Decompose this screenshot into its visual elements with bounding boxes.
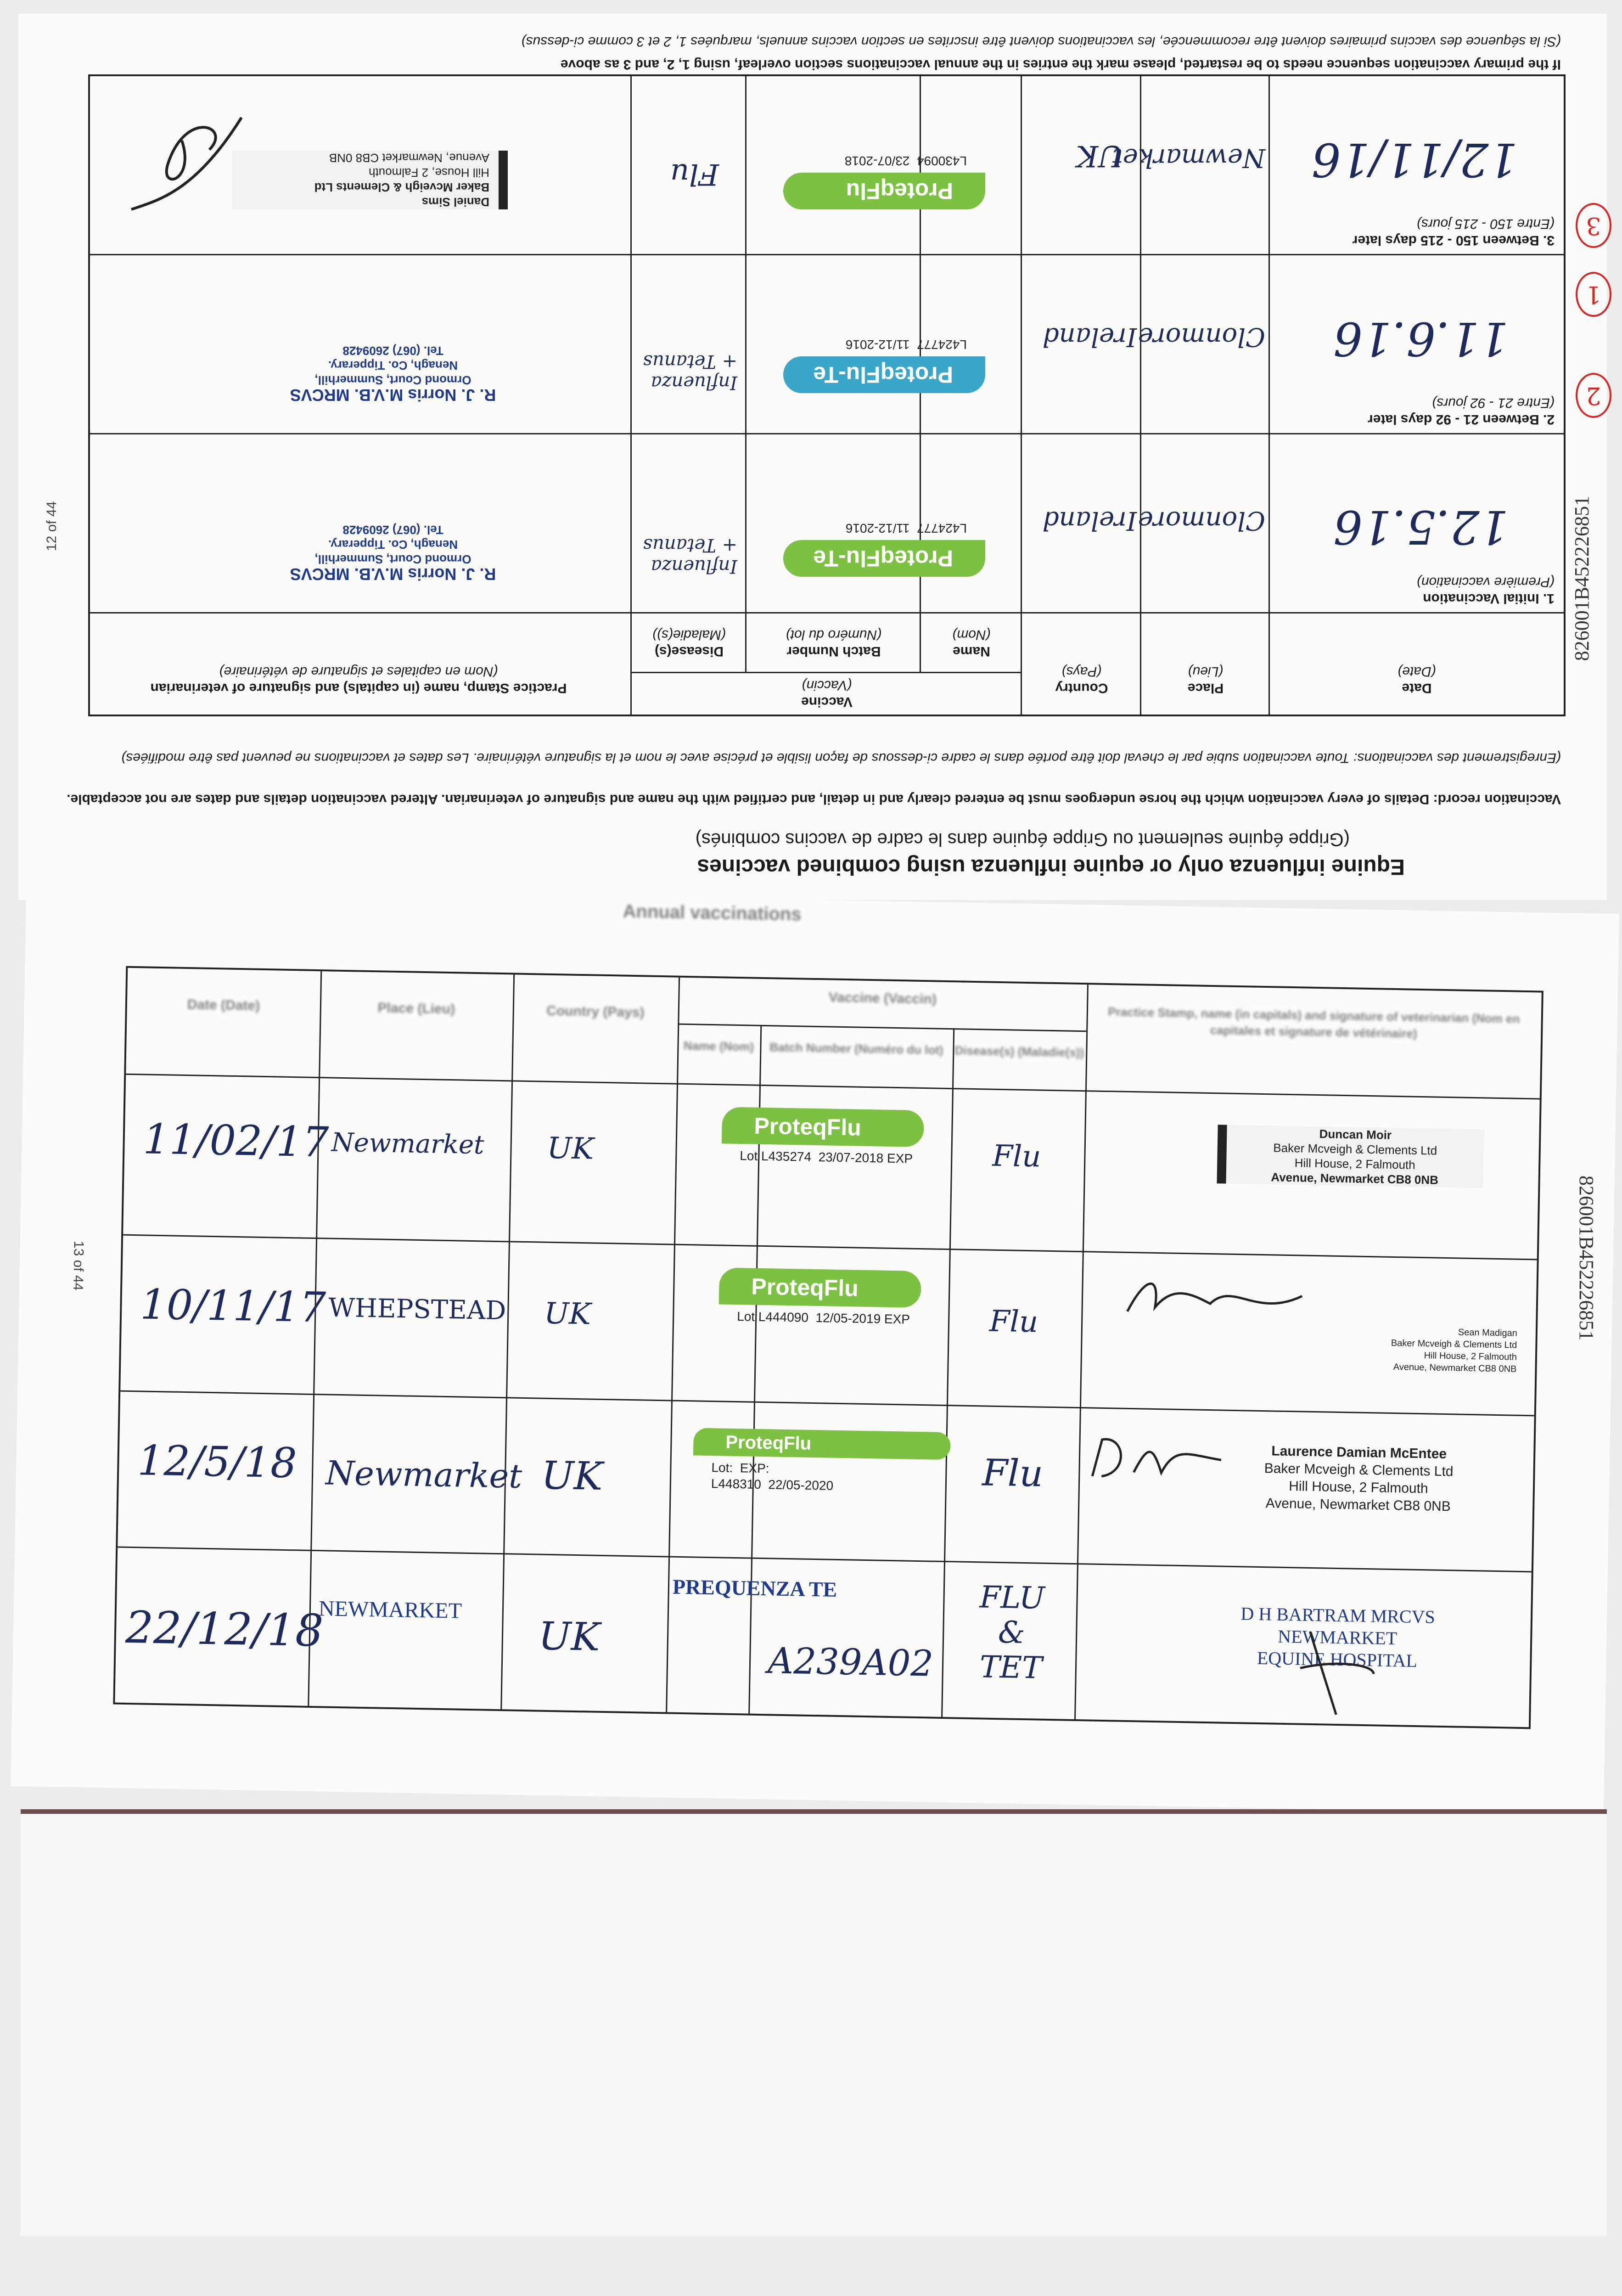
country-cell: Ireland (1042, 322, 1137, 352)
disease-cell: Flu (989, 1304, 1038, 1339)
blurred-header: Vaccine (Vaccin) (828, 990, 937, 1007)
place-cell: Newmarket (325, 1453, 522, 1496)
annual-vaccination-table (113, 966, 1543, 1729)
vet-stamp: R. J. Norris M.V.B. MRCVS Ormond Court, Summerhill, Nenagh, Co. Tipperary. Tel. (067) 2609428 (290, 523, 496, 584)
margin-mark: 2 (1576, 373, 1611, 418)
country-cell: UK (544, 1296, 591, 1332)
primary-vaccination-table (88, 74, 1566, 716)
record-note-en: Vaccination record: Details of every vaccination which the horse undergoes must be entered clearly and in detail, and certified with the name and signature of veterinarian. Altered vaccination details and dates are not acceptable. (67, 792, 1561, 807)
date-cell: 12.5.16 (1333, 500, 1509, 554)
disease-cell: Influenza + Tetanus (643, 351, 737, 393)
margin-mark: 3 (1576, 203, 1611, 248)
header-batch: Batch Number (Numéro du lot) (786, 627, 882, 659)
vaccine-sticker: ProteqFlu Lot L444090 12/05-2019 EXP (718, 1267, 921, 1331)
batch-cell: A239A02 (767, 1640, 934, 1685)
vet-stamp: Laurence Damian McEntee Baker Mcveigh & Clements Ltd Hill House, 2 Falmouth Avenue, Newmarket CB8 0NB (1264, 1443, 1454, 1514)
product-stamp: PREQUENZA TE (672, 1575, 837, 1601)
page-number: 13 of 44 (70, 1240, 86, 1291)
edge-code-lower: 826001B452226851 (1575, 1176, 1598, 1341)
place-stamp: NEWMARKET (318, 1596, 462, 1623)
country-cell: Ireland (1042, 506, 1137, 535)
blurred-header: Country (Pays) (546, 1003, 645, 1020)
disease-cell: Flu (992, 1139, 1042, 1174)
date-cell: 12/11/16 (1311, 133, 1518, 186)
vaccine-sticker: ProteqFlu-Te L424777 11/12-2016 (783, 333, 985, 393)
vet-signature (1281, 1613, 1384, 1725)
disease-cell: Flu (982, 1451, 1044, 1495)
page-subtitle: (Grippe équine seulement ou Grippe équine dans le cadre de vaccins combinés) (695, 829, 1350, 850)
vaccine-sticker: ProteqFlu L430094 23/07-2018 (783, 150, 985, 209)
blurred-header: Place (Lieu) (377, 1000, 455, 1017)
place-cell: Clonmore (1138, 506, 1265, 535)
blurred-header: Practice Stamp, name (in capitals) and signature of veterinarian (Nom en capitales et signature de vétérinaire) (1108, 1005, 1520, 1041)
country-cell: UK (1076, 139, 1123, 173)
disease-cell: Influenza + Tetanus (643, 535, 737, 577)
row-label-initial: 1. Initial Vaccination (Première vaccination) (1416, 574, 1555, 606)
header-country: Country (Pays) (1055, 664, 1108, 696)
disease-cell: FLU & TET (979, 1579, 1045, 1686)
blank-page-area (21, 1809, 1607, 2236)
page-12 (18, 14, 1607, 900)
page-number: 12 of 44 (44, 501, 59, 551)
disease-cell: Flu (670, 157, 719, 191)
date-cell: 22/12/18 (125, 1601, 324, 1657)
date-cell: 12/5/18 (137, 1436, 297, 1488)
page-title: Equine influenza only or equine influenza using combined vaccines (697, 855, 1405, 879)
row-label-third: 3. Between 150 - 215 days later (Entre 150 - 215 jours) (1352, 216, 1555, 248)
blurred-section-header: Annual vaccinations (623, 901, 802, 925)
date-cell: 11.6.16 (1333, 312, 1509, 366)
header-date: Date (Date) (1398, 664, 1436, 696)
country-cell: UK (538, 1613, 601, 1660)
place-cell: Newmarket (1112, 143, 1265, 173)
vet-stamp: R. J. Norris M.V.B. MRCVS Ormond Court, Summerhill, Nenagh, Co. Tipperary. Tel. (067) 2609428 (290, 344, 496, 405)
blurred-header: Name (Nom) (683, 1038, 754, 1054)
header-vaccine: Vaccine (Vaccin) (801, 678, 853, 709)
page-13 (11, 886, 1619, 1814)
vet-signature (1083, 1425, 1231, 1492)
place-cell: Clonmore (1138, 322, 1265, 352)
row-label-second: 2. Between 21 - 92 days later (Entre 21 - 92 jours) (1368, 395, 1555, 427)
vaccine-sticker: ProteqFlu Lot: EXP: L448310 22/05-2020 (693, 1428, 951, 1492)
restart-note-en: If the primary vaccination sequence needs to be restarted, please mark the entries in the annual vaccinations section overleaf, using 1, 2, and 3 as above (560, 57, 1561, 72)
header-name: Name (Nom) (952, 627, 991, 659)
country-cell: UK (541, 1452, 603, 1499)
header-place: Place (Lieu) (1187, 664, 1224, 696)
blurred-header: Disease(s) (Maladie(s)) (954, 1043, 1084, 1060)
margin-mark: 1 (1576, 272, 1611, 317)
record-note-fr: (Enregistrement des vaccinations: Toute vaccination subie par le cheval doit être portée dans le cadre ci-dessous de façon lisible et précise avec le nom et la signature vétérinaire. Les dates et vaccinations ne peuvent pas être modifiées) (121, 750, 1561, 765)
header-disease: Disease(s) (Maladie(s)) (652, 627, 726, 659)
vet-stamp: Sean Madigan Baker Mcveigh & Clements Ltd Hill House, 2 Falmouth Avenue, Newmarket CB8 0NB (1391, 1327, 1518, 1374)
place-cell: WHEPSTEAD (328, 1293, 506, 1326)
date-cell: 10/11/17 (140, 1280, 326, 1332)
vaccine-sticker: ProteqFlu-Te L424777 11/12-2016 (783, 517, 985, 577)
restart-note-fr: (Si la séquence des vaccins primaires doivent être recommencée, les vaccinations doivent être inscrites en section vaccins annuels, marquées 1, 2 et 3 comme ci-dessus) (521, 34, 1561, 49)
vaccine-sticker: ProteqFlu Lot L435274 23/07-2018 EXP (721, 1107, 924, 1170)
vet-stamp: Duncan Moir Baker Mcveigh & Clements Ltd Hill House, 2 Falmouth Avenue, Newmarket CB8 0NB (1217, 1125, 1484, 1188)
edge-code-upper: 826001B452226851 (1571, 496, 1593, 661)
vet-signature (1118, 1266, 1312, 1333)
vet-signature (113, 99, 251, 219)
date-cell: 11/02/17 (142, 1115, 329, 1167)
blurred-header: Batch Number (Numéro du lot) (769, 1040, 943, 1057)
blurred-header: Date (Date) (187, 997, 260, 1013)
header-stamp: Practice Stamp, name (in capitals) and signature of veterinarian (Nom en capitales et signature de vétérinaire) (150, 664, 567, 696)
vet-stamp: Daniel Sims Baker Mcveigh & Clements Ltd Hill House, 2 Falmouth Avenue, Newmarket CB8 0NB (232, 151, 508, 209)
vet-stamp: D H BARTRAM MRCVS NEWMARKET EQUINE HOSPITAL (1240, 1603, 1436, 1671)
country-cell: UK (546, 1131, 594, 1166)
place-cell: Newmarket (331, 1127, 485, 1160)
